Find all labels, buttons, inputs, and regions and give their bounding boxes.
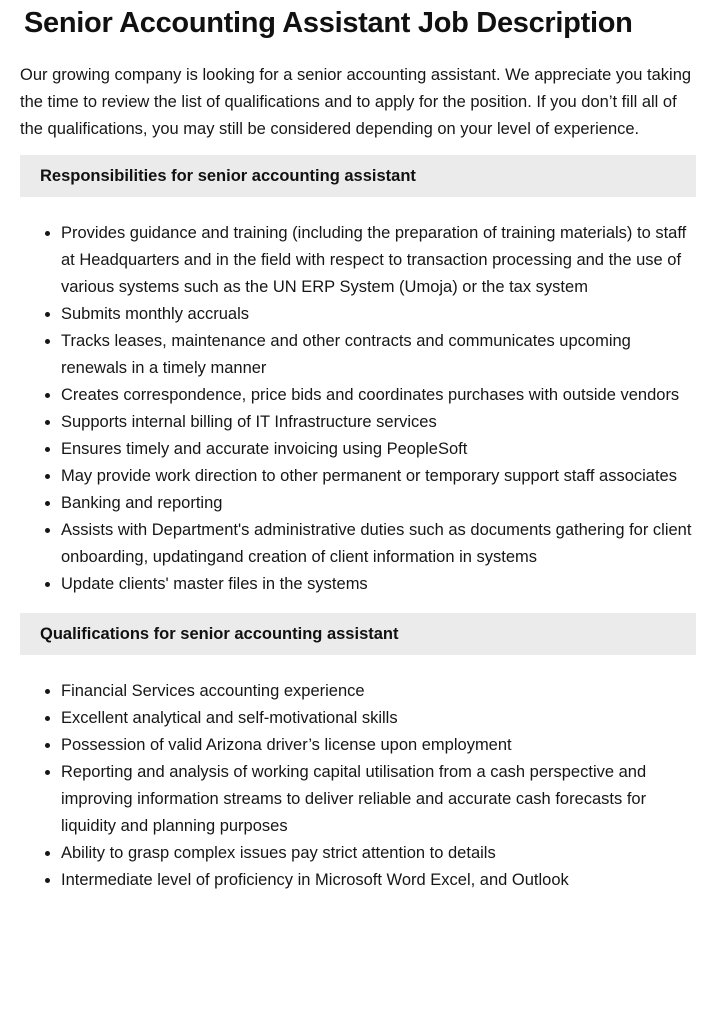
list-item: • Possession of valid Arizona driver’s license upon employment xyxy=(61,732,696,759)
list-item: • Financial Services accounting experience xyxy=(61,678,696,705)
section-header-qualifications: Qualifications for senior accounting assistant xyxy=(20,613,696,655)
list-item: • Intermediate level of proficiency in Microsoft Word Excel, and Outlook xyxy=(61,867,696,894)
list-item: • Banking and reporting xyxy=(61,490,696,517)
list-item: • Tracks leases, maintenance and other contracts and communicates upcoming renewals in a timely manner xyxy=(61,328,696,382)
qualifications-list xyxy=(20,678,696,894)
list-item: • May provide work direction to other permanent or temporary support staff associates xyxy=(61,463,696,490)
list-item: • Assists with Department's administrative duties such as documents gathering for client onboarding, updatingand creation of client information in systems xyxy=(61,517,696,571)
list-item: • Ensures timely and accurate invoicing using PeopleSoft xyxy=(61,436,696,463)
list-item: • Submits monthly accruals xyxy=(61,301,696,328)
list-item: • Ability to grasp complex issues pay strict attention to details xyxy=(61,840,696,867)
section-header-responsibilities: Responsibilities for senior accounting assistant xyxy=(20,155,696,197)
list-item: • Excellent analytical and self-motivational skills xyxy=(61,705,696,732)
list-item: • Update clients' master files in the systems xyxy=(61,571,696,598)
intro-paragraph: Our growing company is looking for a senior accounting assistant. We appreciate you taking the time to review the list of qualifications and to apply for the position. If you don’t fill all of the qualifications, you may still be considered depending on your level of experience. xyxy=(20,66,692,138)
list-item: • Creates correspondence, price bids and coordinates purchases with outside vendors xyxy=(61,382,696,409)
list-item: • Supports internal billing of IT Infrastructure services xyxy=(61,409,696,436)
list-item: • Reporting and analysis of working capital utilisation from a cash perspective and improving information streams to deliver reliable and accurate cash forecasts for liquidity and planning purposes xyxy=(61,759,696,840)
list-item: • Provides guidance and training (including the preparation of training materials) to staff at Headquarters and in the field with respect to transaction processing and the use of various systems such as the UN ERP System (Umoja) or the tax system xyxy=(61,220,696,301)
page-title: Senior Accounting Assistant Job Description xyxy=(24,7,633,39)
responsibilities-list xyxy=(20,220,696,598)
